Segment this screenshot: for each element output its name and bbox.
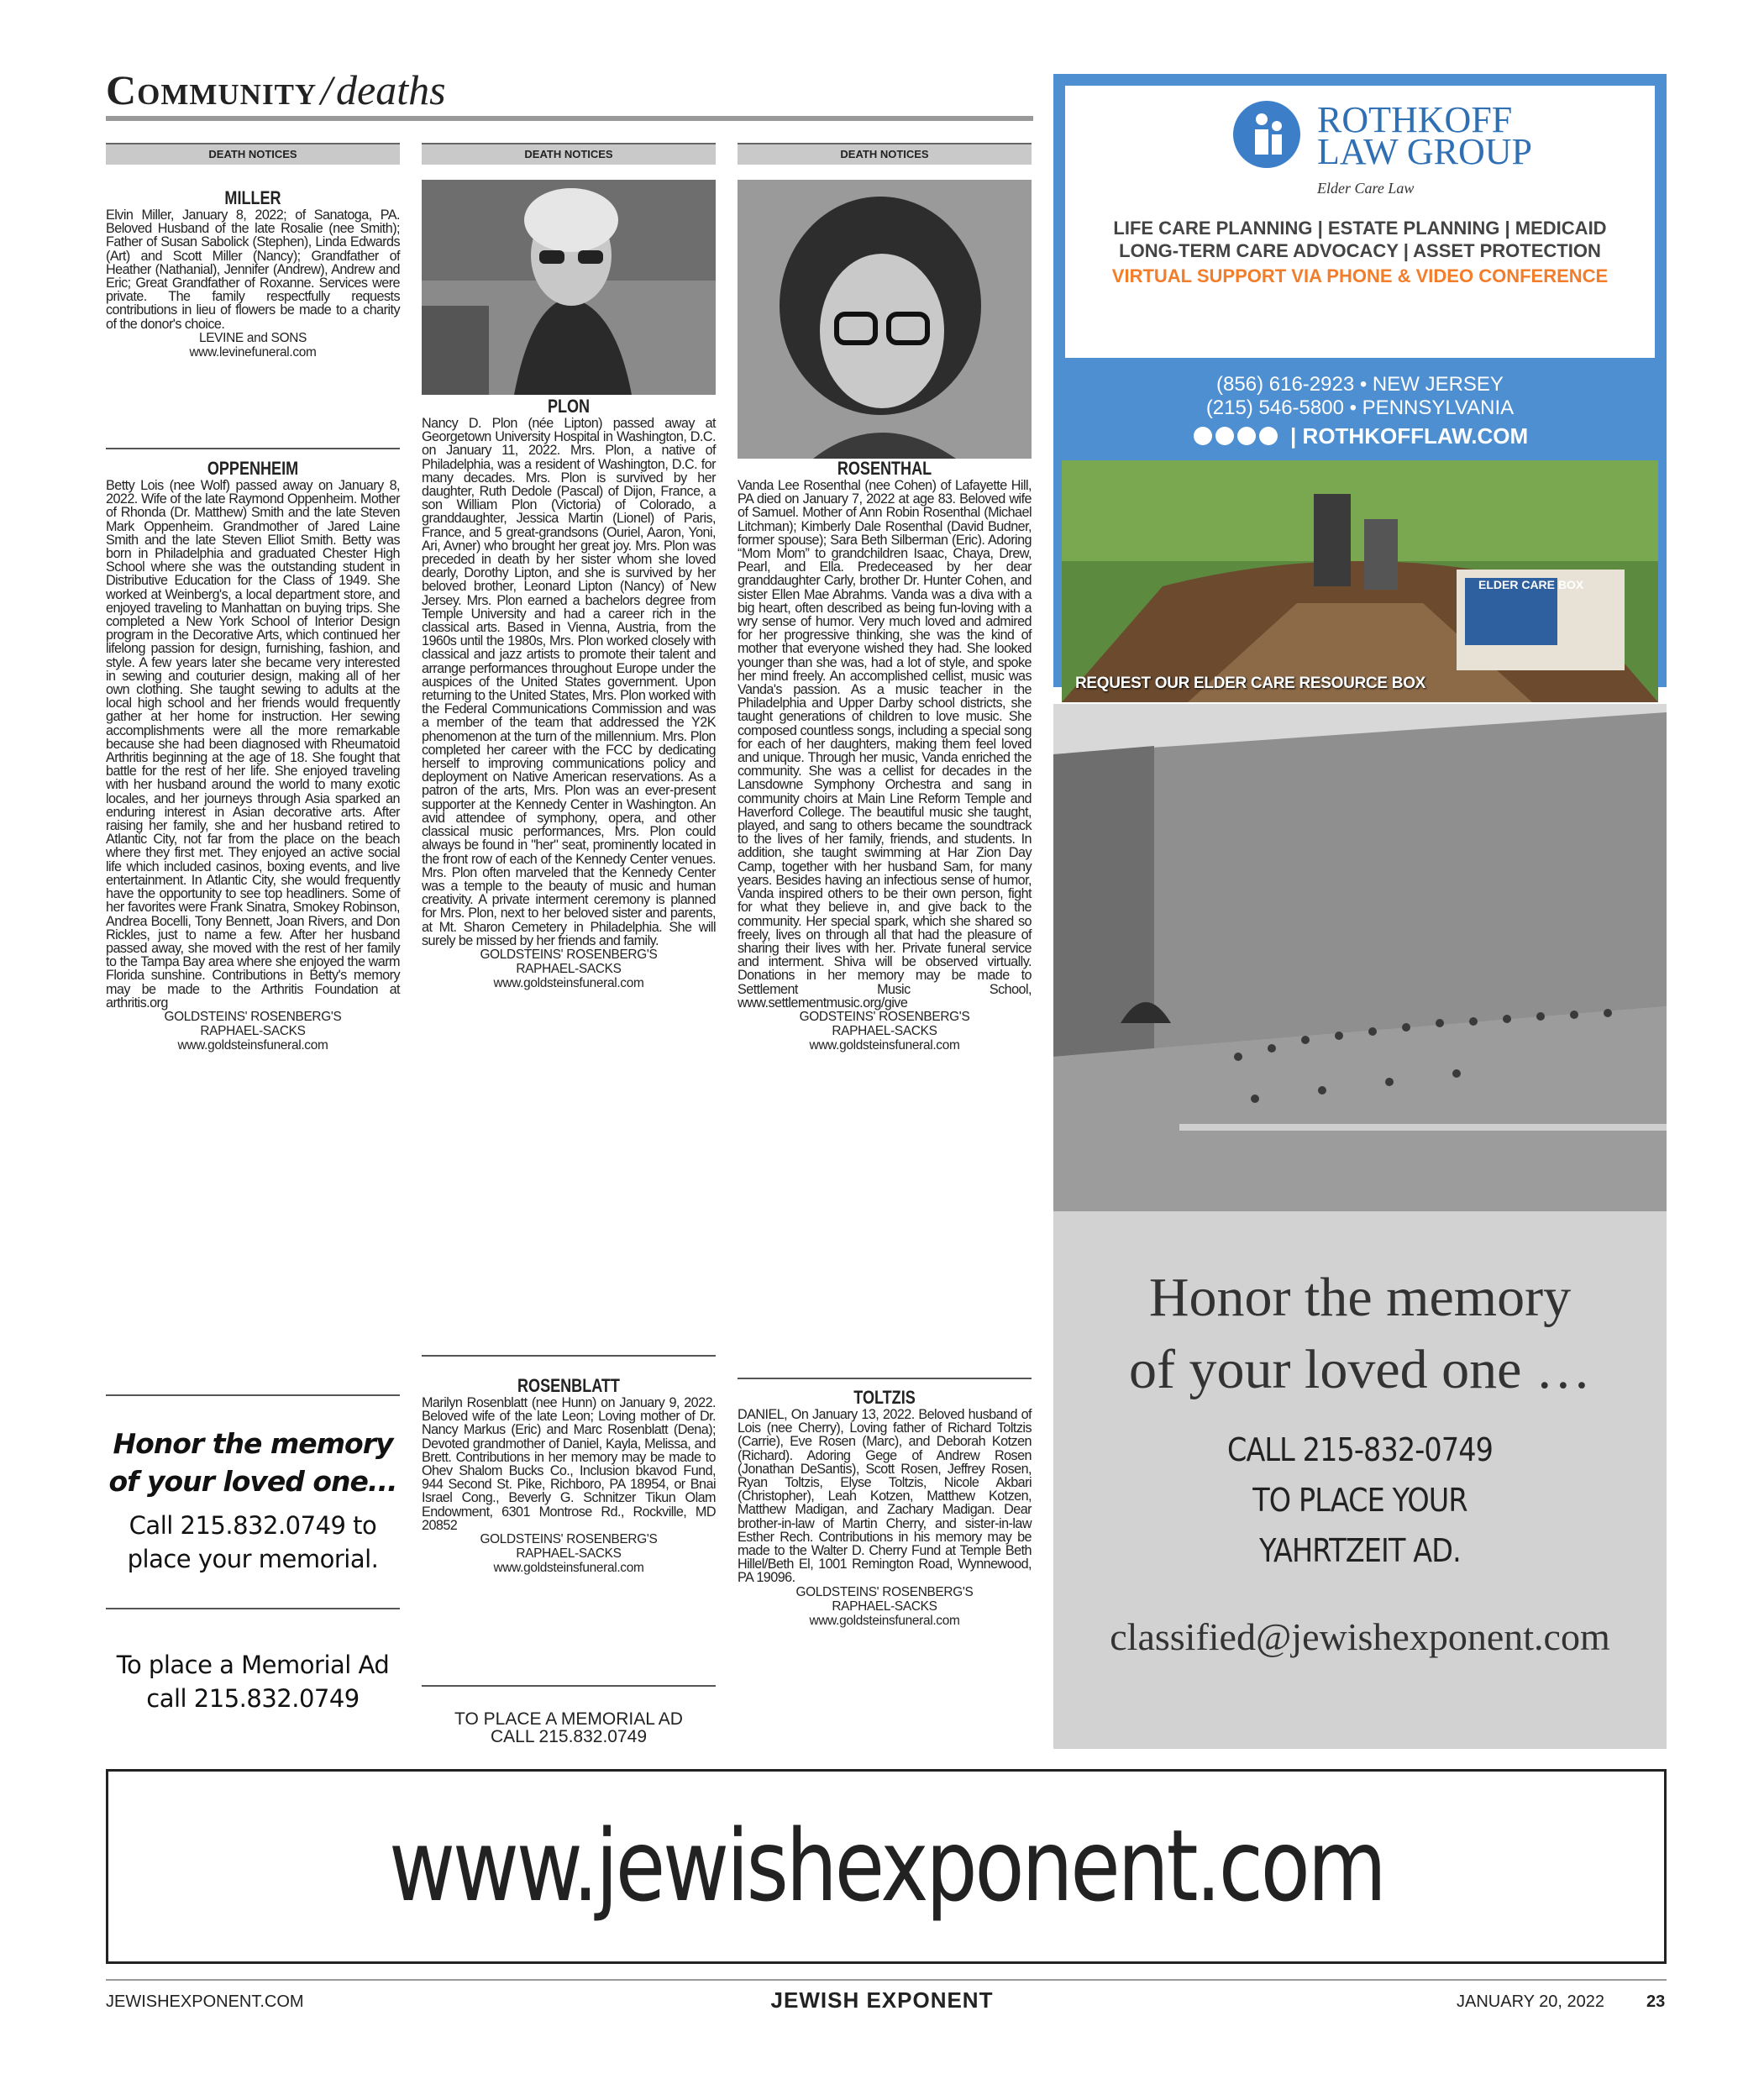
notice-divider <box>422 1685 716 1687</box>
yahrtzeit-email[interactable]: classified@jewishexponent.com <box>1110 1615 1610 1658</box>
funeral-home: GOLDSTEINS' ROSENBERG'S <box>480 1532 658 1547</box>
funeral-home: RAPHAEL-SACKS <box>832 1599 937 1614</box>
funeral-home-url[interactable]: www.levinefuneral.com <box>189 344 317 360</box>
column-1 <box>106 143 400 165</box>
social-icons[interactable] <box>1192 423 1290 449</box>
memorial-line: TO PLACE A MEMORIAL AD <box>454 1709 683 1729</box>
section-header <box>106 66 1033 121</box>
services-line: LONG-TERM CARE ADVOCACY | ASSET PROTECTION <box>1119 240 1601 261</box>
rothkoff-request-link[interactable]: REQUEST OUR ELDER CARE RESOURCE BOX <box>1075 675 1426 692</box>
footer-publication: JEWISH EXPONENT <box>770 1987 994 2013</box>
memorial-line: Honor the memory <box>113 1427 393 1460</box>
funeral-home-url[interactable]: www.goldsteinsfuneral.com <box>177 1037 328 1053</box>
notice-rosenthal <box>738 459 1032 1053</box>
rothkoff-name-line: ROTHKOFF <box>1317 99 1513 140</box>
memorial-ad-col2 <box>422 1710 716 1746</box>
memorial-ad-small <box>106 1425 400 1576</box>
memorial-line: CALL 215.832.0749 <box>490 1727 648 1746</box>
notice-name: ROSENTHAL <box>837 458 932 479</box>
funeral-home: RAPHAEL-SACKS <box>832 1023 937 1038</box>
services-line: LIFE CARE PLANNING | ESTATE PLANNING | MEDICAID <box>1113 218 1607 239</box>
memorial-line: call 215.832.0749 <box>146 1684 360 1713</box>
western-wall-photo <box>1053 704 1667 1211</box>
notice-divider <box>106 448 400 449</box>
funeral-home: LEVINE and SONS <box>198 330 307 345</box>
funeral-home: GOLDSTEINS' ROSENBERG'S <box>795 1584 974 1599</box>
notice-name: PLON <box>547 396 591 417</box>
elder-care-box-label: ELDER CARE BOX <box>1478 578 1584 591</box>
notice-divider <box>422 1355 716 1357</box>
notice-rosenblatt <box>422 1376 716 1575</box>
notice-toltzis <box>738 1388 1032 1628</box>
rothkoff-website[interactable]: | ROTHKOFFLAW.COM <box>1290 423 1529 449</box>
death-notices-label: DEATH NOTICES <box>738 143 1032 165</box>
notice-name: MILLER <box>224 187 281 208</box>
website-banner[interactable] <box>106 1769 1667 1964</box>
notice-name: OPPENHEIM <box>207 458 299 479</box>
funeral-home-url[interactable]: www.goldsteinsfuneral.com <box>809 1037 960 1053</box>
notice-oppenheim <box>106 459 400 1053</box>
yahrtzeit-call: CALL 215-832-0749 <box>1226 1431 1494 1468</box>
rothkoff-name <box>1317 99 1533 172</box>
section-separator: / <box>320 66 333 113</box>
notice-divider <box>738 1378 1032 1379</box>
notice-body: DANIEL, On January 13, 2022. Beloved husband of Lois (nee Cherry), Loving father of Richard Toltzis (Carrie), Eve Rosen (Marc), and Deborah Kotzen (Richard). Adoring Gege of Andrew Rosen (Jonathan DeSantis), Scott Rosen, Jeffrey Rosen, Ryan Toltzis, Elyse Toltzis, Nicole Akbari (Christopher), Leah Kotzen, Matthew Kotzen, Matthew Madigan, and Zachary Madigan. Dear brother-in-law of Martin Cherry, and sister-in-law Esther Rech. Contributions in his memory may be made to the Walter D. Cherry Fund at Temple Beth Hillel/Beth El, 1001 Remington Road, Wynnewood, PA 19096. <box>738 1407 1032 1586</box>
notice-name: ROSENBLATT <box>517 1375 620 1396</box>
funeral-home-url[interactable]: www.goldsteinsfuneral.com <box>809 1613 960 1628</box>
yahrtzeit-ad[interactable] <box>1053 1211 1667 1749</box>
memorial-divider <box>106 1608 400 1609</box>
website-url[interactable]: www.jewishexponent.com <box>388 1808 1384 1924</box>
notice-divider <box>106 1394 400 1396</box>
footer-date: JANUARY 20, 2022 <box>1457 1992 1605 2011</box>
funeral-home: RAPHAEL-SACKS <box>516 1546 622 1562</box>
yahrtzeit-line: of your loved one … <box>1129 1339 1591 1400</box>
rothkoff-subtitle: Elder Care Law <box>1317 180 1415 197</box>
rothkoff-services <box>1065 217 1655 262</box>
funeral-home: RAPHAEL-SACKS <box>516 961 622 976</box>
rothkoff-header-panel <box>1065 86 1655 358</box>
footer-rule <box>106 1979 1667 1981</box>
memorial-ad-call <box>106 1648 400 1715</box>
column-2 <box>422 143 716 165</box>
rothkoff-logo-icon <box>1233 101 1300 168</box>
notice-miller <box>106 188 400 360</box>
memorial-line: place your memorial. <box>127 1545 379 1573</box>
funeral-home-url[interactable]: www.goldsteinsfuneral.com <box>493 975 644 990</box>
rothkoff-law-ad[interactable] <box>1053 74 1667 692</box>
phone-new-jersey[interactable]: (856) 616-2923 • NEW JERSEY <box>1216 373 1504 396</box>
column-3 <box>738 143 1032 165</box>
notice-body: Marilyn Rosenblatt (nee Hunn) on January 9, 2022. Beloved wife of the late Leon; Loving mother of Dr. Nancy Markus (Eric) and Marc Rosenblatt (Dena); Devoted grandmother of Daniel, Kayla, Melissa, and Brett. Contributions in her memory may be made to Ohev Shalom Bucks Co., Inclusion bkavod Fund, 944 Second St. Pike, Richboro, PA 18954, or Bnai Israel Cong., Beverly G. Schnitzer Tikun Olam Endowment, 6301 Montrose Rd., Rockville, MD 20852 <box>422 1395 716 1533</box>
funeral-home: GOLDSTEINS' ROSENBERG'S <box>164 1009 342 1024</box>
portrait-photo-rosenthal <box>738 180 1032 459</box>
notice-name: TOLTZIS <box>853 1387 916 1408</box>
notice-body: Elvin Miller, January 8, 2022; of Sanatoga, PA. Beloved Husband of the late Rosalie (nee Smith); Father of Susan Sabolick (Stephen), Linda Edwards (Art) and Scott Miller (Nancy); Grandfather of Heather (Nathanial), Jennifer (Andrew), Andrew and Eric; Great Grandfather of Roxanne. Services were private. The family respectfully requests contributions in lieu of flowers be made to a charity of the donor's choice. <box>106 207 400 332</box>
phone-pennsylvania[interactable]: (215) 546-5800 • PENNSYLVANIA <box>1205 396 1515 419</box>
death-notices-label: DEATH NOTICES <box>422 143 716 165</box>
section-subtitle: deaths <box>336 66 446 113</box>
yahrtzeit-call: YAHRTZEIT AD. <box>1259 1532 1461 1569</box>
notice-body: Nancy D. Plon (née Lipton) passed away at Georgetown University Hospital in Washington, D.C. on January 11, 2022. Mrs. Plon, a native of Philadelphia, was a resident of Washington, D.C. for many decades. Mrs. Plon is survived by her daughter, Ruth Dedole (Pascal) of Dijon, France, a son William Plon (Victoria) of Colorado, a granddaughter, Jessica Martin (Lionel) of Paris, France, and 5 great-grandsons (Ouriel, Aaron, Yoni, Ari, Avner) who brought her great joy. Mrs. Plon was preceded in death by her sister whom she loved dearly, Dorothy Lipton, and she is survived by her beloved brother, Leonard Lipton (Nancy) of New Jersey. Mrs. Plon earned a bachelors degree from Temple University and had a career rich in the classical arts. Based in Vienna, Austria, from the 1960s until the 1980s, Mrs. Plon worked closely with classical and jazz artists to promote their talent and arrange performances throughout Europe under the auspices of the United States government. Upon returning to the United States, Mrs. Plon worked with the Federal Communications Commission and was a member of the team that addressed the Y2K phenomenon at the turn of the millennium. Mrs. Plon completed her career with the FCC by dedicating herself to improving communications policy and deployment on Native American reservations. As a patron of the arts, Mrs. Plon was an ever-present supporter at the Kennedy Center in Washington. An avid attendee of symphony, opera, and other classical music performances, Mrs. Plon could always be found in "her" seat, prominently located in the front row of each of the Kennedy Center venues. Mrs. Plon often marveled that the Kennedy Center was a temple to the beauty of music and human creativity. A private interment ceremony is planned for Mrs. Plon, next to her beloved sister and parents, at Mt. Sharon Cemetery in Philadelphia. She will surely be missed by her friends and family. <box>422 416 716 948</box>
footer-website[interactable]: JEWISHEXPONENT.COM <box>106 1992 304 2011</box>
funeral-home: GOLDSTEINS' ROSENBERG'S <box>480 947 658 962</box>
memorial-line: of your loved one... <box>108 1465 397 1498</box>
notice-body: Vanda Lee Rosenthal (nee Cohen) of Lafayette Hill, PA died on January 7, 2022 at age 83. Beloved wife of Samuel. Mother of Ann Robin Rosenthal (Michael Litchman); Kimberly Dale Rosenthal (David Budner, former spouse); Sara Beth Silberman (Eric). Adoring “Mom Mom” to grandchildren Isaac, Chaya, Drew, Pearl, and Ella. Predeceased by her dear granddaughter Carly, brother Dr. Hunter Cohen, and sister Ellen Mae Abrahms. Vanda was a diva with a big heart, often described as being fun-loving with a wry sense of humor. Very much loved and admired for her progressive thinking, she was the kind of mother that everyone wished they had. She looked younger than she was, had a lot of style, and spoke her mind freely. An accomplished cellist, music was Vanda's passion. As a music teacher in the Philadelphia and Upper Darby school districts, she taught generations of children to love music. She composed countless songs, including a special song for each of her daughters, making them feel loved and unique. Through her music, Vanda enriched the community. She was a cellist for decades in the Lansdowne Symphony Orchestra and sang in community choirs at Main Line Reform Temple and Haverford College. The beautiful music she taught, played, and sang to others became the soundtrack to the lives of her family, friends, and students. In addition, she taught swimming at Har Zion Day Camp, together with her husband Sam, for many years. Besides having an infectious sense of humor, Vanda inspired others to be their own person, fight for what they believe in, and give back to the community. Her special spark, which she shared so freely, lives on through all that had the pleasure of sharing their lives with her. Private funeral service and interment. Shiva will be observed virtually. Donations in her memory may be made to Settlement Music School, www.settlementmusic.org/give <box>738 478 1032 1011</box>
portrait-photo-plon <box>422 180 716 395</box>
funeral-home-url[interactable]: www.goldsteinsfuneral.com <box>493 1561 644 1576</box>
funeral-home: GODSTEINS' ROSENBERG'S <box>799 1009 970 1024</box>
memorial-line: To place a Memorial Ad <box>116 1651 390 1679</box>
rothkoff-virtual-support: VIRTUAL SUPPORT VIA PHONE & VIDEO CONFERENCE <box>1111 265 1609 286</box>
rothkoff-phones <box>1053 373 1667 420</box>
funeral-home: RAPHAEL-SACKS <box>200 1023 306 1038</box>
death-notices-label: DEATH NOTICES <box>106 143 400 165</box>
rothkoff-name-line: LAW GROUP <box>1317 131 1533 172</box>
yahrtzeit-call: TO PLACE YOUR <box>1252 1482 1467 1519</box>
header-rule <box>106 116 1033 121</box>
notice-plon <box>422 396 716 990</box>
section-title: Community <box>106 66 318 113</box>
rothkoff-web-row <box>1053 423 1667 449</box>
notice-body: Betty Lois (nee Wolf) passed away on January 8, 2022. Wife of the late Raymond Oppenheim. Mother of Rhonda (Dr. Matthew) Smith and the late Steven Mark Oppenheim. Grandmother of Jared Laine Smith and the late Steven Elliot Smith. Betty was born in Philadelphia and graduated Chester High School where she was the outstanding student in Distributive Education for the Class of 1949. She worked at Weinberg's, a local department store, and enjoyed traveling to Manhattan on buying trips. She completed a New York School of Interior Design program in the Decorative Arts, which continued her lifelong passion for design, furnishing, fashion, and style. A few years later she became very interested in sewing and couturier design, making all of her own clothing. She taught sewing to adults at the local high school and her friends would frequently gather at her home for instruction. Her sewing accomplishments were all the more remarkable because she had been diagnosed with Rheumatoid Arthritis beginning at the age of 18. She fought that battle for the rest of her life. She enjoyed traveling with her husband around the world to many exotic locales, and her journeys through Asia sparked an enduring interest in Asian decorative arts. After raising her family, she and her husband retired to Atlantic City, not far from the place on the beach where they first met. They enjoyed an active social life which included casinos, boxing events, and live entertainment. In Atlantic City, she would frequently have the opportunity to see top headliners. Some of her favorites were Frank Sinatra, Smokey Robinson, Andrea Bocelli, Tony Bennett, Joan Rivers, and Don Rickles, just to name a few. After her husband passed away, she moved with the rest of her family to the Tampa Bay area where she enjoyed the warm Florida sunshine. Contributions in Betty's memory may be made to the Arthritis Foundation at arthritis.org <box>106 478 400 1011</box>
yahrtzeit-line: Honor the memory <box>1148 1267 1572 1328</box>
memorial-line: Call 215.832.0749 to <box>129 1511 377 1540</box>
footer-page-number: 23 <box>1646 1992 1666 2011</box>
